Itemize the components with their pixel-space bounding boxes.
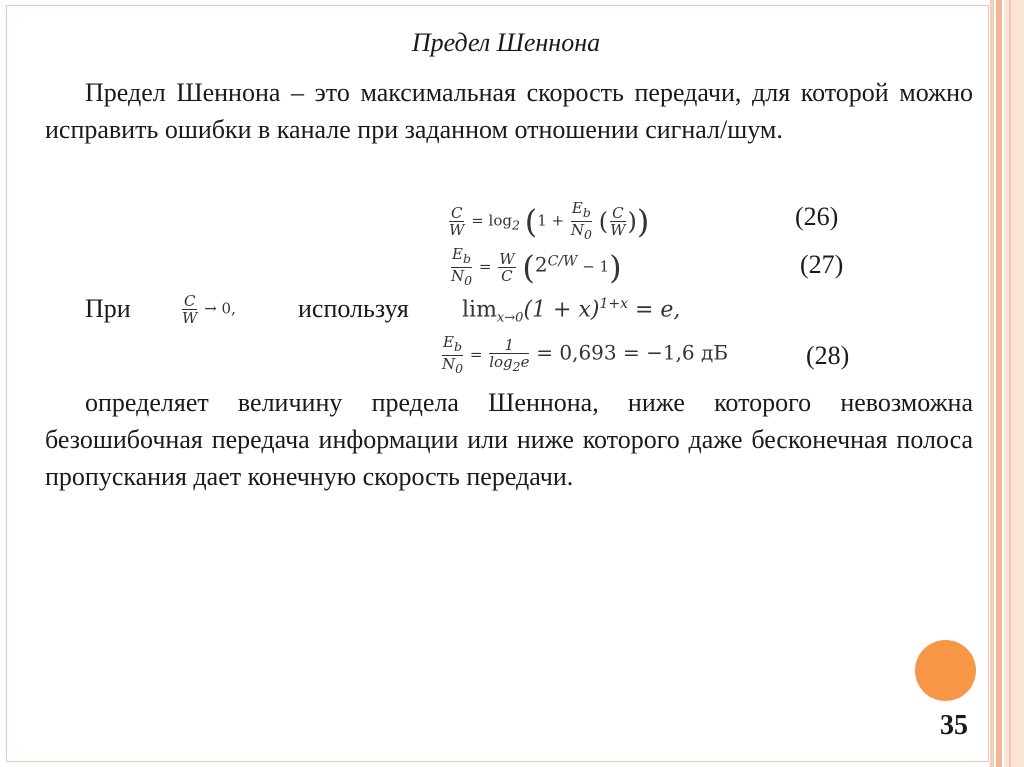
equation-number-26: (26) [795,202,839,231]
equation-number-28: (28) [806,341,850,370]
equation-27: $\frac{E_b}{N_0}$ = $\frac{W}{C}$ $(2^{C/W} - 1)$ [451,245,622,288]
equation-28: $\frac{E_b}{N_0}$ = $\frac{1}{\log_2e}$ = 0,693 = −1,6 дБ [442,333,729,376]
decor-stripe [1004,0,1024,767]
condition-c-over-w: $\frac{C}{W}$ → 0, [182,292,236,327]
equation-26: $\frac{C}{W}$ = $\log_2 (1$ + $\frac{E_b}{N_0}$ ( $\frac{C}{W}$ )) [449,199,650,242]
page-number: 35 [940,710,968,741]
word-pri: При [85,294,131,323]
decor-stripe [990,0,994,767]
slide-title: Предел Шеннона [411,28,601,57]
decor-stripe [1009,0,1011,767]
decor-stripe [996,0,1002,767]
paragraph-definition: Предел Шеннона – это максимальная скорость передачи, для которой можно исправить ошибки в канале при заданном отношении сигнал/шум. [45,78,973,144]
equation-number-27: (27) [800,250,844,279]
decor-circle [915,640,976,701]
paragraph-conclusion: определяет величину предела Шеннона, ниже которого невозможна безошибочная передача информации или ниже которого даже бесконечная полоса пропускания дает конечную скорость передачи. [45,388,973,491]
word-ispolzuya: используя [298,294,409,323]
limit-formula: $\lim_{x\to 0}(1 + x)^{1+x} = e$, [462,296,681,326]
